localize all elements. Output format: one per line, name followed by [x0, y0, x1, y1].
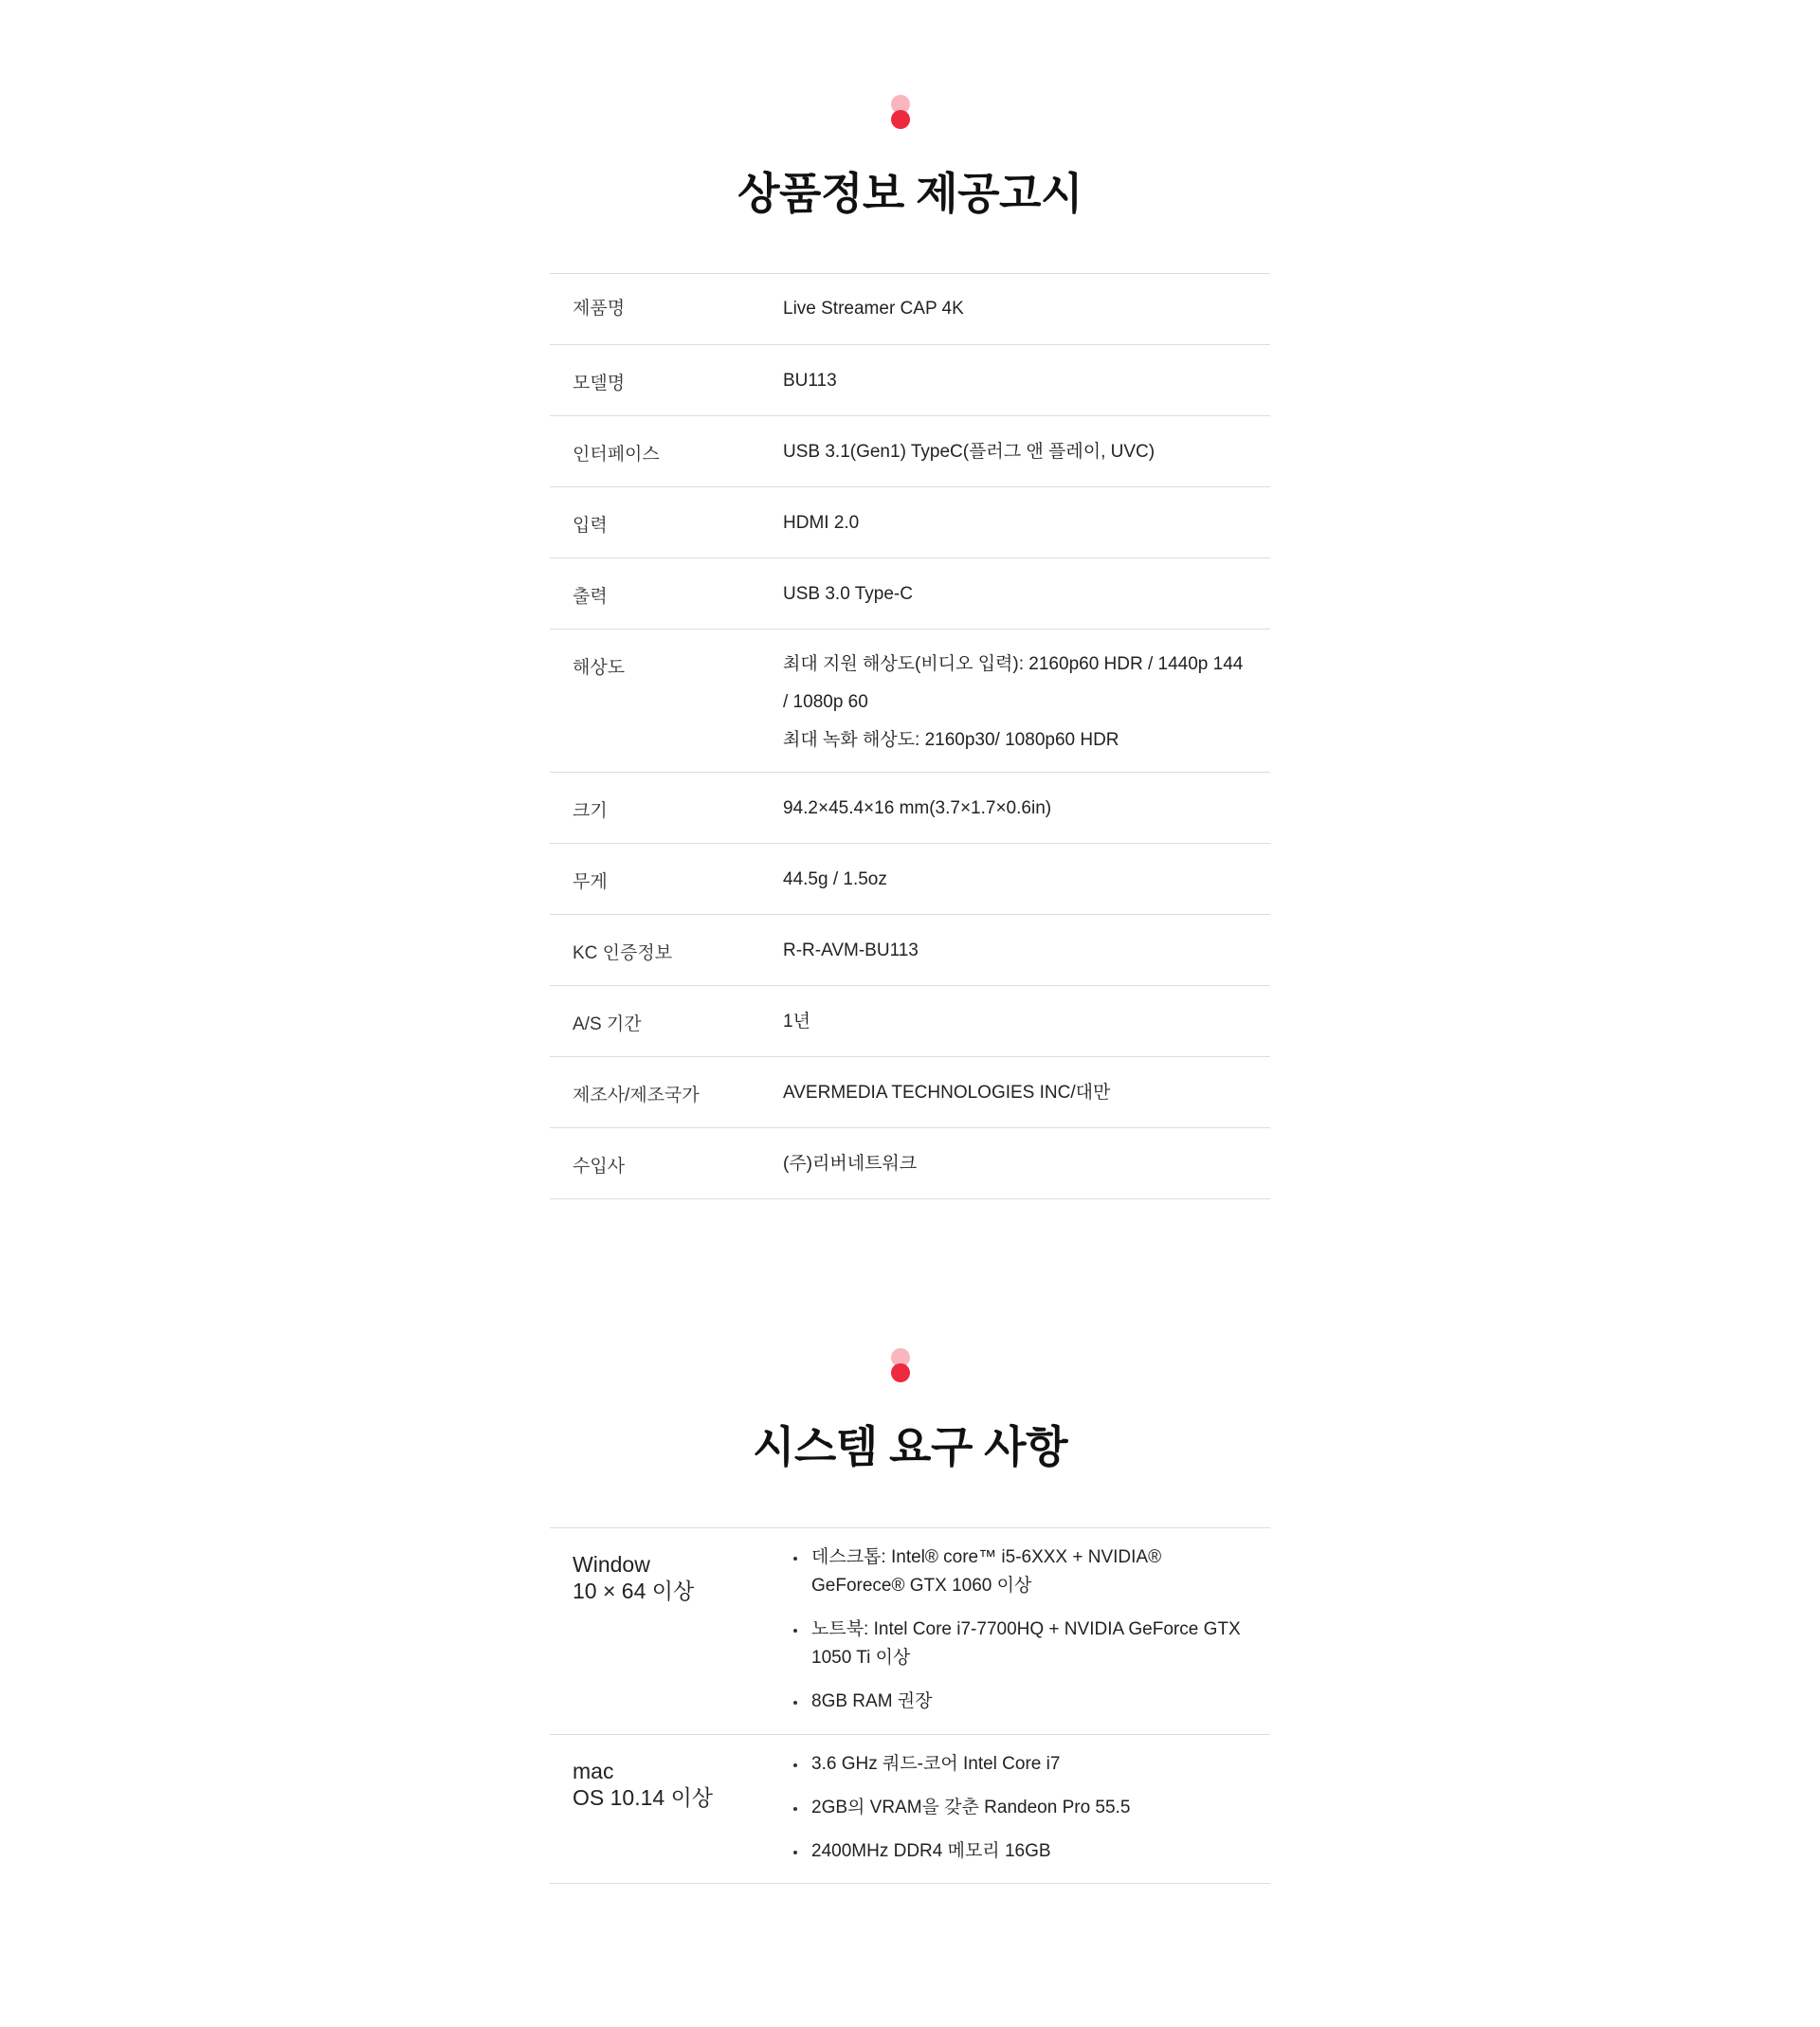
marker-dot-red: [891, 110, 910, 129]
table-row: [550, 487, 1270, 558]
section-marker-dots: [891, 95, 910, 133]
resolution-line-1: 최대 지원 해상도(비디오 입력): 2160p60 HDR / 1440p 144: [783, 654, 1244, 674]
table-row: [550, 986, 1270, 1057]
row-label: 제품명: [550, 274, 783, 345]
list-item: 3.6 GHz 쿼드-코어 Intel Core i7: [783, 1750, 1270, 1779]
table-row: [550, 630, 1270, 773]
row-label: 무게: [550, 844, 783, 915]
row-value: R-R-AVM-BU113: [783, 915, 1270, 986]
row-label: 해상도: [550, 630, 783, 773]
requirements-list: [783, 1750, 1270, 1866]
table-row: [550, 1528, 1270, 1735]
list-item: 8GB RAM 권장: [783, 1688, 1270, 1716]
row-value: [783, 630, 1270, 773]
os-label: Window 10 × 64 이상: [550, 1528, 783, 1735]
row-value: BU113: [783, 345, 1270, 416]
row-label: A/S 기간: [550, 986, 783, 1057]
table-row: [550, 1735, 1270, 1884]
system-requirements-table: [550, 1527, 1270, 1884]
row-value: 94.2×45.4×16 mm(3.7×1.7×0.6in): [783, 773, 1270, 844]
system-requirements-title: 시스템 요구 사항: [752, 1422, 1068, 1471]
product-info-table-wrap: [550, 273, 1270, 1199]
requirements-list: [783, 1543, 1270, 1716]
table-row: [550, 844, 1270, 915]
row-label: 크기: [550, 773, 783, 844]
list-item: 노트북: Intel Core i7-7700HQ + NVIDIA GeForce GTX 1050 Ti 이상: [783, 1616, 1257, 1672]
product-info-table: [550, 273, 1270, 1199]
list-item: 데스크톱: Intel® core™ i5-6XXX + NVIDIA® GeForece® GTX 1060 이상: [783, 1543, 1228, 1600]
resolution-line-2: / 1080p 60: [783, 692, 868, 712]
system-requirements-table-wrap: [550, 1527, 1270, 1884]
resolution-line-3: 최대 녹화 해상도: 2160p30/ 1080p60 HDR: [783, 730, 1119, 750]
row-label: 모델명: [550, 345, 783, 416]
table-row: [550, 1128, 1270, 1199]
row-label: 수입사: [550, 1128, 783, 1199]
row-label: 인터페이스: [550, 416, 783, 487]
marker-dot-red: [891, 1363, 910, 1382]
table-row: [550, 416, 1270, 487]
row-value: HDMI 2.0: [783, 487, 1270, 558]
row-label: 출력: [550, 558, 783, 630]
row-label: KC 인증정보: [550, 915, 783, 986]
row-value: USB 3.1(Gen1) TypeC(플러그 앤 플레이, UVC): [783, 416, 1270, 487]
row-value: AVERMEDIA TECHNOLOGIES INC/대만: [783, 1057, 1270, 1128]
section-marker-dots: [891, 1348, 910, 1386]
row-value: (주)리버네트워크: [783, 1128, 1270, 1199]
os-label: mac OS 10.14 이상: [550, 1735, 783, 1884]
table-row: [550, 274, 1270, 345]
table-row: [550, 345, 1270, 416]
table-row: [550, 915, 1270, 986]
table-row: [550, 1057, 1270, 1128]
row-value: USB 3.0 Type-C: [783, 558, 1270, 630]
row-label: 제조사/제조국가: [550, 1057, 783, 1128]
row-value: 1년: [783, 986, 1270, 1057]
list-item: 2GB의 VRAM을 갖춘 Randeon Pro 55.5: [783, 1794, 1270, 1822]
product-info-title: 상품정보 제공고시: [737, 169, 1083, 218]
row-value: 44.5g / 1.5oz: [783, 844, 1270, 915]
table-row: [550, 773, 1270, 844]
row-label: 입력: [550, 487, 783, 558]
list-item: 2400MHz DDR4 메모리 16GB: [783, 1837, 1270, 1866]
row-value: Live Streamer CAP 4K: [783, 274, 1270, 345]
requirements-list-cell: [783, 1528, 1270, 1735]
table-row: [550, 558, 1270, 630]
requirements-list-cell: [783, 1735, 1270, 1884]
